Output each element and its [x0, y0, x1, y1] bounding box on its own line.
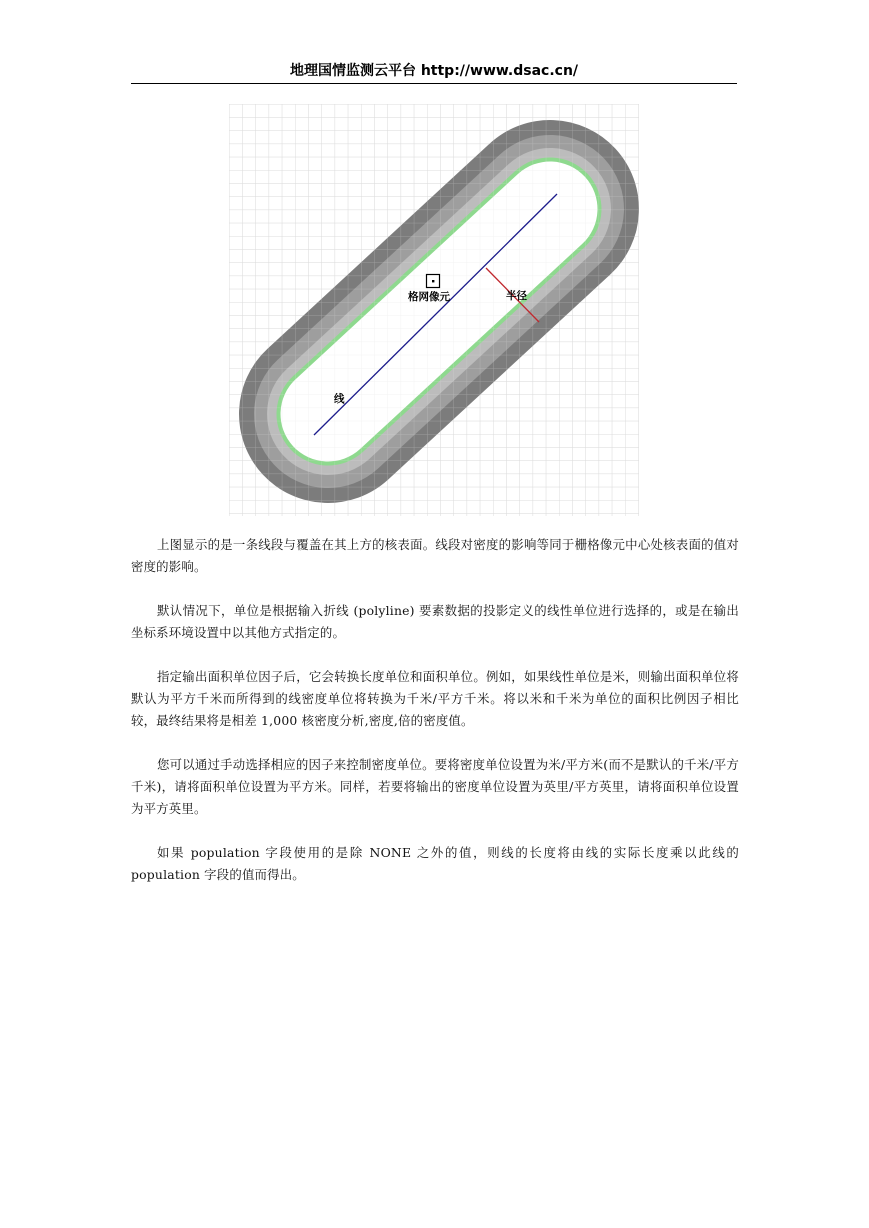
- label-radius: 半径: [506, 290, 527, 302]
- grid-cell-center-dot: [432, 280, 434, 282]
- header-divider: [131, 83, 737, 84]
- kernel-diagram: [229, 104, 639, 516]
- paragraph-4: 您可以通过手动选择相应的因子来控制密度单位。要将密度单位设置为米/平方米(而不是默认的千米/平方千米)，请将面积单位设置为平方米。同样，若要将输出的密度单位设置为英里/平方英里，请将面积单位设置为平方英里。: [131, 757, 739, 816]
- paragraph-1: 上图显示的是一条线段与覆盖在其上方的核表面。线段对密度的影响等同于栅格像元中心处核表面的值对密度的影响。: [131, 537, 739, 574]
- raster-grid-overlay: [229, 104, 639, 516]
- paragraph-5: 如果 population 字段使用的是除 NONE 之外的值，则线的长度将由线的实际长度乘以此线的 population 字段的值而得出。: [131, 845, 739, 882]
- paragraph-3: 指定输出面积单位因子后，它会转换长度单位和面积单位。例如，如果线性单位是米，则输出面积单位将默认为平方千米而所得到的线密度单位将转换为千米/平方千米。将以米和千米为单位的面积比例因子相比较，最终结果将是相差 1,000 核密度分析,密度,倍的密度值。: [131, 669, 739, 728]
- page-header: 地理国情监测云平台 http://www.dsac.cn/: [289, 63, 579, 79]
- paragraph-2: 默认情况下，单位是根据输入折线 (polyline) 要素数据的投影定义的线性单位进行选择的，或是在输出坐标系环境设置中以其他方式指定的。: [131, 603, 739, 640]
- kernel-density-figure: [229, 104, 639, 516]
- body-text: [131, 534, 739, 908]
- label-line: 线: [334, 393, 345, 405]
- label-grid-cell: 格网像元: [408, 291, 450, 303]
